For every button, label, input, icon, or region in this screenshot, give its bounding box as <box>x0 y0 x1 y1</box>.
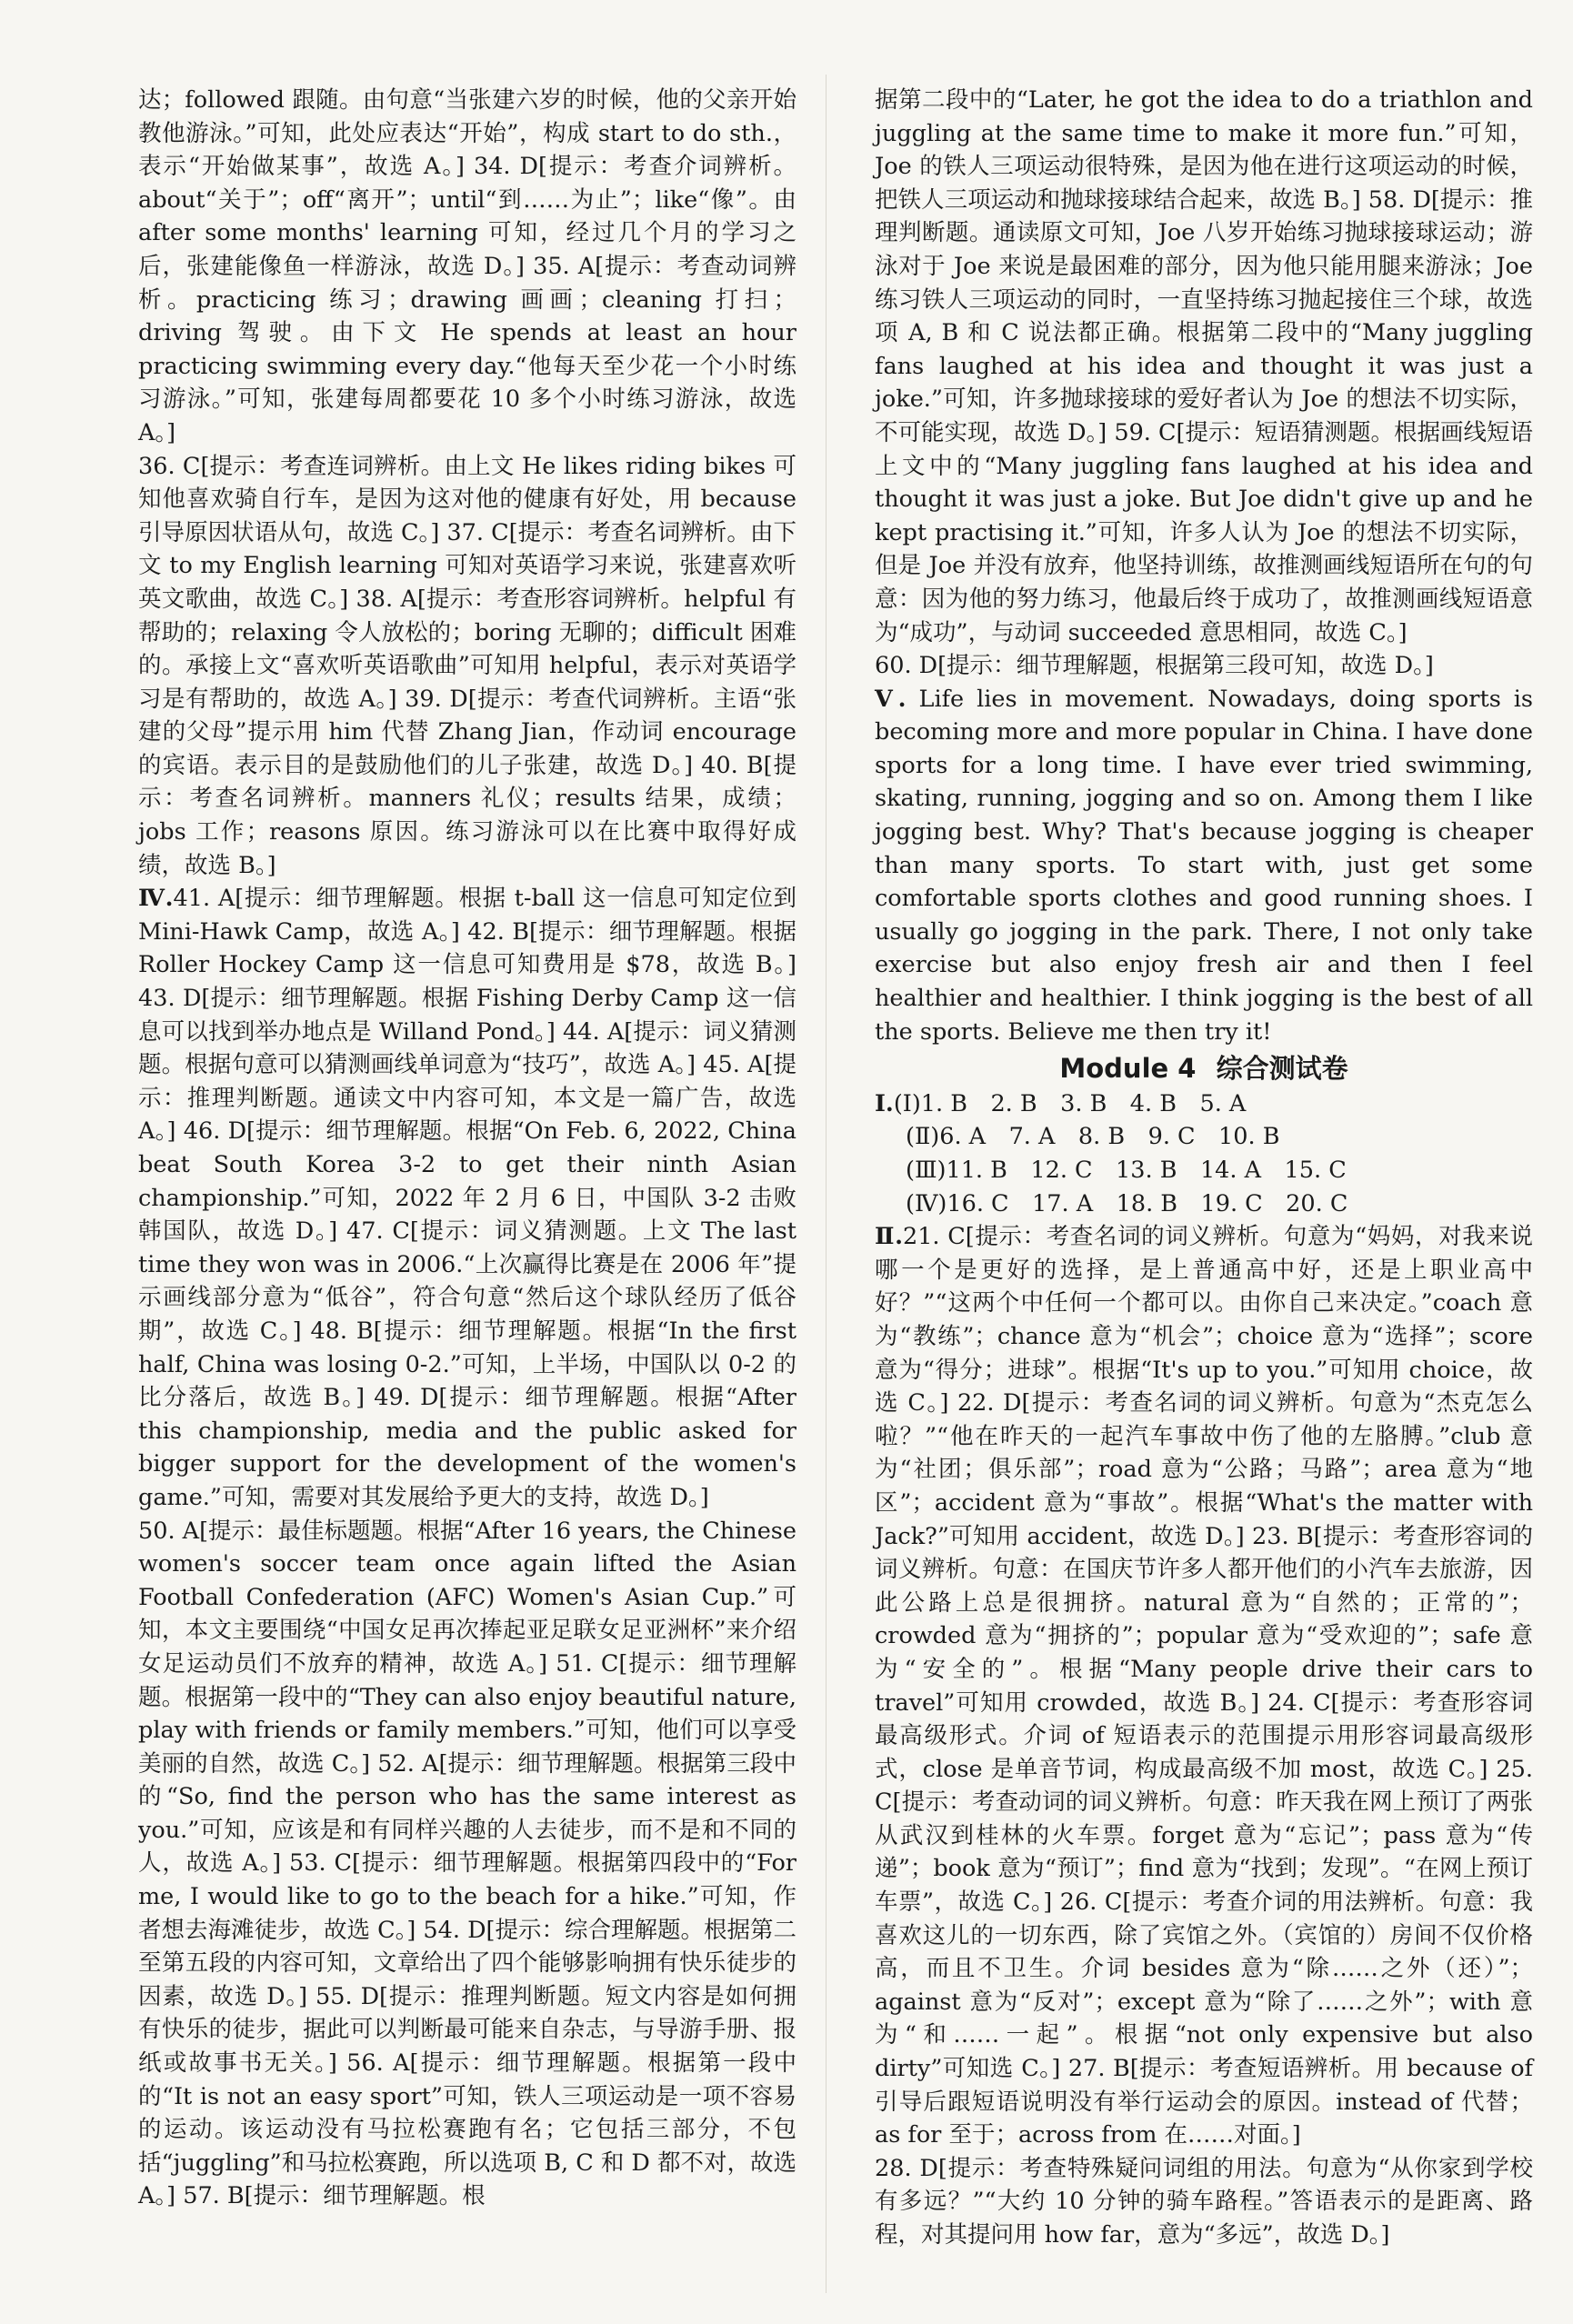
paragraph: 50. A[提示：最佳标题题。根据“After 16 years, the Chinese women's soccer team once again lifted the Asian Football Confederation (AFC) Women's Asian Cup.”可知，本文主要围绕“中国女足再次捧起亚足联女足亚洲杯”来介绍女足运动员们不放弃的精神，故选 A。] 51. C[提示：细节理解题。根据第一段中的“They can also enjoy beautiful nature, play with friends or family members.”可知，他们可以享受美丽的自然，故选 C。] 52. A[提示：细节理解题。根据第三段中的“So, find the person who has the same interest as you.”可知，应该是和有同样兴趣的人去徒步，而不是和不同的人，故选 A。] 53. C[提示：细节理解题。根据第四段中的“For me, I would like to go to the beach for a hike.”可知，作者想去海滩徒步，故选 C。] 54. D[提示：综合理解题。根据第二至第五段的内容可知，文章给出了四个能够影响拥有快乐徒步的因素，故选 D。] 55. D[提示：推理判断题。短文内容是如何拥有快乐的徒步，据此可以判断最可能来自杂志，与导游手册、报纸或故事书无关。] 56. A[提示：细节理解题。根据第一段中的“It is not an easy sport”可知，铁人三项运动是一项不容易的运动。该运动没有马拉松赛跑有名；它包括三部分，不包括“juggling”和马拉松赛跑，所以选项 B, C 和 D 都不对，故选 A。] 57. B[提示：细节理解题。根 <box>138 1517 797 2210</box>
answer-row: (Ⅱ)6. A 7. A 8. B 9. C 10. B <box>906 1123 1280 1151</box>
answer-row: Ⅰ.(Ⅰ)1. B 2. B 3. B 4. B 5. A <box>875 1089 1247 1117</box>
module-heading <box>875 1052 1533 1086</box>
paragraph: 60. D[提示：细节理解题，根据第三段可知，故选 D。] <box>875 652 1434 680</box>
section-ii: Ⅱ.21. C[提示：考查名词的词义辨析。句意为“妈妈，对我来说哪一个是更好的选择，是上普通高中好，还是上职业高中好？”“这两个中任何一个都可以。由你自己来决定。”coach 意为“教练”；chance 意为“机会”；choice 意为“选择”；score 意为“得分；进球”。根据“It's up to you.”可知用 choice，故选 C。] 22. D[提示：考查名词的词义辨析。句意为“杰克怎么啦？”“他在昨天的一起汽车事故中伤了他的左胳膊。”club 意为“社团；俱乐部”；road 意为“公路；马路”；area 意为“地区”；accident 意为“事故”。根据“What's the matter with Jack?”可知用 accident，故选 D。] 23. B[提示：考查形容词的词义辨析。句意：在国庆节许多人都开他们的小汽车去旅游，因此公路上总是很拥挤。natural 意为“自然的；正常的”；crowded 意为“拥挤的”；popular 意为“受欢迎的”；safe 意为“安全的”。根据“Many people drive their cars to travel”可知用 crowded，故选 B。] 24. C[提示：考查形容词最高级形式。介词 of 短语表示的范围提示用形容词最高级形式，close 是单音节词，构成最高级不加 most，故选 C。] 25. C[提示：考查动词的词义辨析。句意：昨天我在网上预订了两张从武汉到桂林的火车票。forget 意为“忘记”；pass 意为“传递”；book 意为“预订”；find 意为“找到；发现”。“在网上预订车票”，故选 C。] 26. C[提示：考查介词的用法辨析。句意：我喜欢这儿的一切东西，除了宾馆之外。（宾馆的）房间不仅价格高，而且不卫生。介词 besides 意为“除……之外（还）”；against 意为“反对”；except 意为“除了……之外”；with 意为“和……一起”。根据“not only expensive but also dirty”可知选 C。] 27. B[提示：考查短语辨析。用 because of 引导后跟短语说明没有举行运动会的原因。instead of 代替；as for 至于；across from 在……对面。] <box>875 1223 1533 2149</box>
left-column <box>138 84 797 2213</box>
answer-row: (Ⅳ)16. C 17. A 18. B 19. C 20. C <box>906 1189 1348 1217</box>
paragraph: 28. D[提示：考查特殊疑问词组的用法。句意为“从你家到学校有多远？”“大约 10 分钟的骑车路程。”答语表示的是距离、路程，对其提问用 how far，意为“多远”，故选 D。] <box>875 2154 1533 2249</box>
section-iv: Ⅳ.41. A[提示：细节理解题。根据 t-ball 这一信息可知定位到 Mini-Hawk Camp，故选 A。] 42. B[提示：细节理解题。根据 Roller Hockey Camp 这一信息可知费用是 $78，故选 B。] 43. D[提示：细节理解题。根据 Fishing Derby Camp 这一信息可以找到举办地点是 Willand Pond。] 44. A[提示：词义猜测题。根据句意可以猜测画线单词意为“技巧”，故选 A。] 45. A[提示：推理判断题。通读文中内容可知，本文是一篇广告，故选 A。] 46. D[提示：细节理解题。根据“On Feb. 6, 2022, China beat South Korea 3-2 to get their ninth Asian championship.”可知，2022 年 2 月 6 日，中国队 3-2 击败韩国队，故选 D。] 47. C[提示：词义猜测题。上文 The last time they won was in 2006.“上次赢得比赛是在 2006 年”提示画线部分意为“低谷”，符合句意“然后这个球队经历了低谷期”，故选 C。] 48. B[提示：细节理解题。根据“In the first half, China was losing 0-2.”可知，上半场，中国队以 0-2 的比分落后，故选 B。] 49. D[提示：细节理解题。根据“After this championship, media and the public asked for bigger support for the development of the women's game.”可知，需要对其发展给予更大的支持，故选 D。] <box>138 885 797 1511</box>
paragraph: 36. C[提示：考查连词辨析。由上文 He likes riding bikes 可知他喜欢骑自行车，是因为这对他的健康有好处，用 because 引导原因状语从句，故选 C。] 37. C[提示：考查名词辨析。由下文 to my English learning 可知对英语学习来说，张建喜欢听英文歌曲，故选 C。] 38. A[提示：考查形容词辨析。helpful 有帮助的；relaxing 令人放松的；boring 无聊的；difficult 困难的。承接上文“喜欢听英语歌曲”可知用 helpful，表示对英语学习是有帮助的，故选 A。] 39. D[提示：考查代词辨析。主语“张建的父母”提示用 him 代替 Zhang Jian，作动词 encourage 的宾语。表示目的是鼓励他们的儿子张建，故选 D。] 40. B[提示：考查名词辨析。manners 礼仪；results 结果，成绩；jobs 工作；reasons 原因。练习游泳可以在比赛中取得好成绩，故选 B。] <box>138 452 797 879</box>
paragraph: 据第二段中的“Later, he got the idea to do a triathlon and juggling at the same time to make it more fun.”可知，Joe 的铁人三项运动很特殊，是因为他在进行这项运动的时候，把铁人三项运动和抛球接球结合起来，故选 B。] 58. D[提示：推理判断题。通读原文可知，Joe 八岁开始练习抛球接球运动；游泳对于 Joe 来说是最困难的部分，因为他只能用腿来游泳；Joe 练习铁人三项运动的同时，一直坚持练习抛起接住三个球，故选项 A, B 和 C 说法都正确。根据第二段中的“Many juggling fans laughed at his idea and thought it was just a joke.”可知，许多抛球接球的爱好者认为 Joe 的想法不切实际，不可能实现，故选 D。] 59. C[提示：短语猜测题。根据画线短语上文中的“Many juggling fans laughed at his idea and thought it was just a joke. But Joe didn't give up and he kept practising it.”可知，许多人认为 Joe 的想法不切实际，但是 Joe 并没有放弃，他坚持训练，故推测画线短语所在句的句意：因为他的努力练习，他最后终于成功了，故推测画线短语意为“成功”，与动词 succeeded 意思相同，故选 C。] <box>875 86 1533 646</box>
column-divider <box>826 75 827 2293</box>
paragraph: 达；followed 跟随。由句意“当张建六岁的时候，他的父亲开始教他游泳。”可知，此处应表达“开始”，构成 start to do sth.，表示“开始做某事”，故选 A。] 34. D[提示：考查介词辨析。about“关于”；off“离开”；until“到……为止”；like“像”。由 after some months' learning 可知，经过几个月的学习之后，张建能像鱼一样游泳，故选 D。] 35. A[提示：考查动词辨析。practicing 练习；drawing 画画；cleaning 打扫；driving 驾驶。由下文 He spends at least an hour practicing swimming every day.“他每天至少花一个小时练习游泳。”可知，张建每周都要花 10 多个小时练习游泳，故选 A。] <box>138 86 797 446</box>
module-subtitle: 综合测试卷 <box>1216 1053 1348 1085</box>
right-column <box>875 84 1533 2252</box>
section-v-essay: Ⅴ. Life lies in movement. Nowadays, doing sports is becoming more and more popular in China. I have done sports for a long time. I have ever tried swimming, skating, running, jogging and so on. Among them I like jogging best. Why? That's because jogging is cheaper than many sports. To start with, just get some comfortable sports clothes and good running shoes. I usually go jogging in the park. There, I not only take exercise but also enjoy fresh air and then I feel healthier and healthier. I think jogging is the best of all the sports. Believe me then try it! <box>875 685 1533 1046</box>
module-title: Module 4 <box>1059 1053 1197 1085</box>
answer-row: (Ⅲ)11. B 12. C 13. B 14. A 15. C <box>906 1157 1347 1184</box>
